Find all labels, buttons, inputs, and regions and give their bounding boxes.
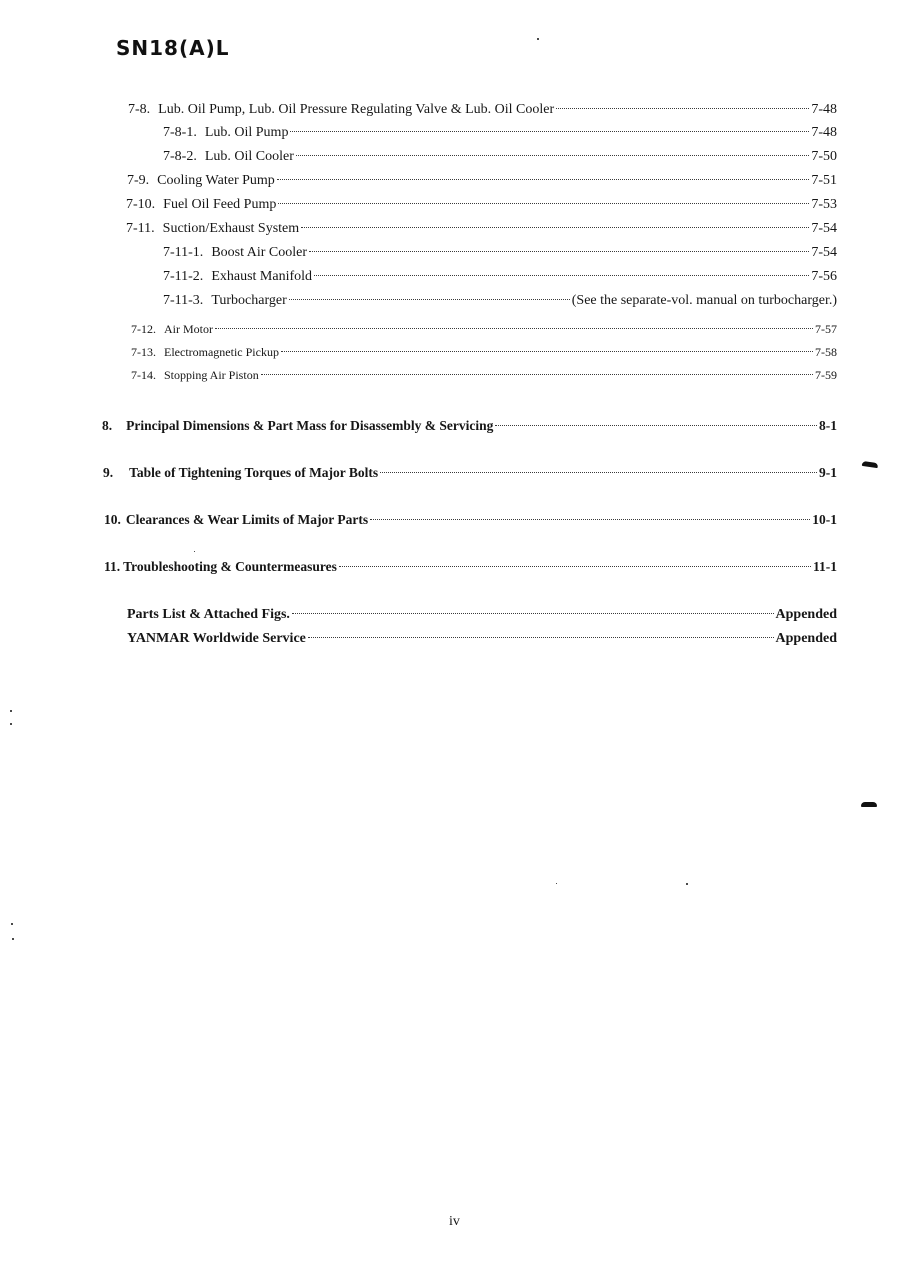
toc-title: Clearances & Wear Limits of Major Parts xyxy=(125,512,369,527)
toc-number: 7-8-1. xyxy=(163,125,197,140)
toc-entry-8 xyxy=(102,417,837,435)
toc-page: 7-51 xyxy=(811,173,837,188)
toc-title: Principal Dimensions & Part Mass for Disassembly & Servicing xyxy=(126,418,494,433)
appendix-entry-parts-list xyxy=(127,606,837,624)
toc-entry-7-11 xyxy=(126,220,837,238)
toc-title: Stopping Air Piston xyxy=(164,368,259,382)
toc-number: 7-12. xyxy=(131,322,156,336)
toc-entry-7-12 xyxy=(131,320,837,338)
toc-title: Cooling Water Pump xyxy=(157,173,275,188)
toc-number: 7-8. xyxy=(128,102,151,117)
dot-leader xyxy=(556,108,809,109)
toc-page: 7-50 xyxy=(811,149,837,164)
toc-number: 7-11-2. xyxy=(163,269,204,284)
toc-title: Fuel Oil Feed Pump xyxy=(163,197,277,212)
scan-speck xyxy=(556,883,557,884)
dot-leader xyxy=(339,566,811,567)
toc-entry-11 xyxy=(104,558,837,576)
scan-speck xyxy=(10,723,12,725)
toc-title: Turbocharger xyxy=(211,293,287,308)
toc-title: Air Motor xyxy=(164,322,213,336)
toc-entry-7-10 xyxy=(126,196,837,214)
appendix-page: Appended xyxy=(775,631,837,646)
scan-speck xyxy=(686,883,688,885)
toc-page: 7-57 xyxy=(815,322,837,336)
toc-entry-7-11-3 xyxy=(163,292,837,310)
toc-number: 11. xyxy=(104,559,121,574)
toc-entry-10 xyxy=(104,511,837,529)
dot-leader xyxy=(380,472,817,473)
dot-leader xyxy=(215,328,813,329)
toc-entry-7-11-2 xyxy=(163,268,837,286)
toc-entry-7-11-1 xyxy=(163,244,837,262)
toc-page: (See the separate-vol. manual on turbocharger.) xyxy=(571,293,837,308)
toc-number: 7-8-2. xyxy=(163,149,197,164)
toc-number: 8. xyxy=(102,418,113,433)
dot-leader xyxy=(370,519,810,520)
toc-entry-7-13 xyxy=(131,343,837,361)
toc-title: Boost Air Cooler xyxy=(211,245,307,260)
engine-model-header: SN18(A)L xyxy=(116,36,230,60)
scan-speck xyxy=(194,551,195,552)
toc-number: 7-10. xyxy=(126,197,156,212)
scan-mark xyxy=(862,461,879,468)
appendix-page: Appended xyxy=(775,607,837,622)
appendix-title: Parts List & Attached Figs. xyxy=(127,607,290,622)
toc-entry-7-8 xyxy=(128,101,837,119)
toc-page: 7-59 xyxy=(815,368,837,382)
toc-page: 7-48 xyxy=(811,102,837,117)
dot-leader xyxy=(278,203,809,204)
toc-page: 11-1 xyxy=(812,559,837,574)
dot-leader xyxy=(277,179,810,180)
toc-page: 10-1 xyxy=(812,512,837,527)
scan-mark xyxy=(861,802,877,807)
toc-entry-7-14 xyxy=(131,366,837,384)
toc-entry-9 xyxy=(103,464,837,482)
toc-page: 7-54 xyxy=(811,245,837,260)
toc-title: Troubleshooting & Countermeasures xyxy=(123,559,337,574)
toc-title: Lub. Oil Pump, Lub. Oil Pressure Regulating Valve & Lub. Oil Cooler xyxy=(158,102,555,117)
toc-title: Lub. Oil Cooler xyxy=(204,149,294,164)
toc-number: 7-11-1. xyxy=(163,245,204,260)
toc-page: 7-56 xyxy=(811,269,837,284)
toc-page: 8-1 xyxy=(819,418,837,433)
dot-leader xyxy=(292,613,774,614)
toc-page: 9-1 xyxy=(819,465,837,480)
dot-leader xyxy=(289,299,570,300)
toc-page: 7-54 xyxy=(811,221,837,236)
toc-page: 7-58 xyxy=(815,345,837,359)
dot-leader xyxy=(308,637,774,638)
appendix-title: YANMAR Worldwide Service xyxy=(127,631,306,646)
dot-leader xyxy=(296,155,809,156)
toc-number: 7-11. xyxy=(126,221,155,236)
dot-leader xyxy=(309,251,809,252)
toc-number: 7-9. xyxy=(127,173,150,188)
toc-page: 7-53 xyxy=(811,197,837,212)
toc-title: Lub. Oil Pump xyxy=(204,125,289,140)
dot-leader xyxy=(281,351,813,352)
page-number: iv xyxy=(449,1214,460,1229)
toc-title: Electromagnetic Pickup xyxy=(164,345,279,359)
scan-speck xyxy=(537,38,539,40)
dot-leader xyxy=(261,374,813,375)
toc-number: 9. xyxy=(103,465,114,480)
toc-number: 10. xyxy=(104,512,121,527)
toc-number: 7-14. xyxy=(131,368,156,382)
appendix-entry-worldwide-service xyxy=(127,630,837,648)
toc-page: 7-48 xyxy=(811,125,837,140)
toc-entry-7-8-2 xyxy=(163,148,837,166)
dot-leader xyxy=(290,131,809,132)
scan-speck xyxy=(10,710,12,712)
toc-entry-7-9 xyxy=(127,172,837,190)
toc-number: 7-11-3. xyxy=(163,293,204,308)
toc-title: Exhaust Manifold xyxy=(211,269,313,284)
toc-title: Table of Tightening Torques of Major Bolts xyxy=(129,465,379,480)
scan-speck xyxy=(11,923,13,925)
dot-leader xyxy=(301,227,809,228)
toc-number: 7-13. xyxy=(131,345,156,359)
dot-leader xyxy=(314,275,809,276)
scan-speck xyxy=(12,938,14,940)
toc-entry-7-8-1 xyxy=(163,124,837,142)
dot-leader xyxy=(495,425,817,426)
toc-title: Suction/Exhaust System xyxy=(162,221,300,236)
